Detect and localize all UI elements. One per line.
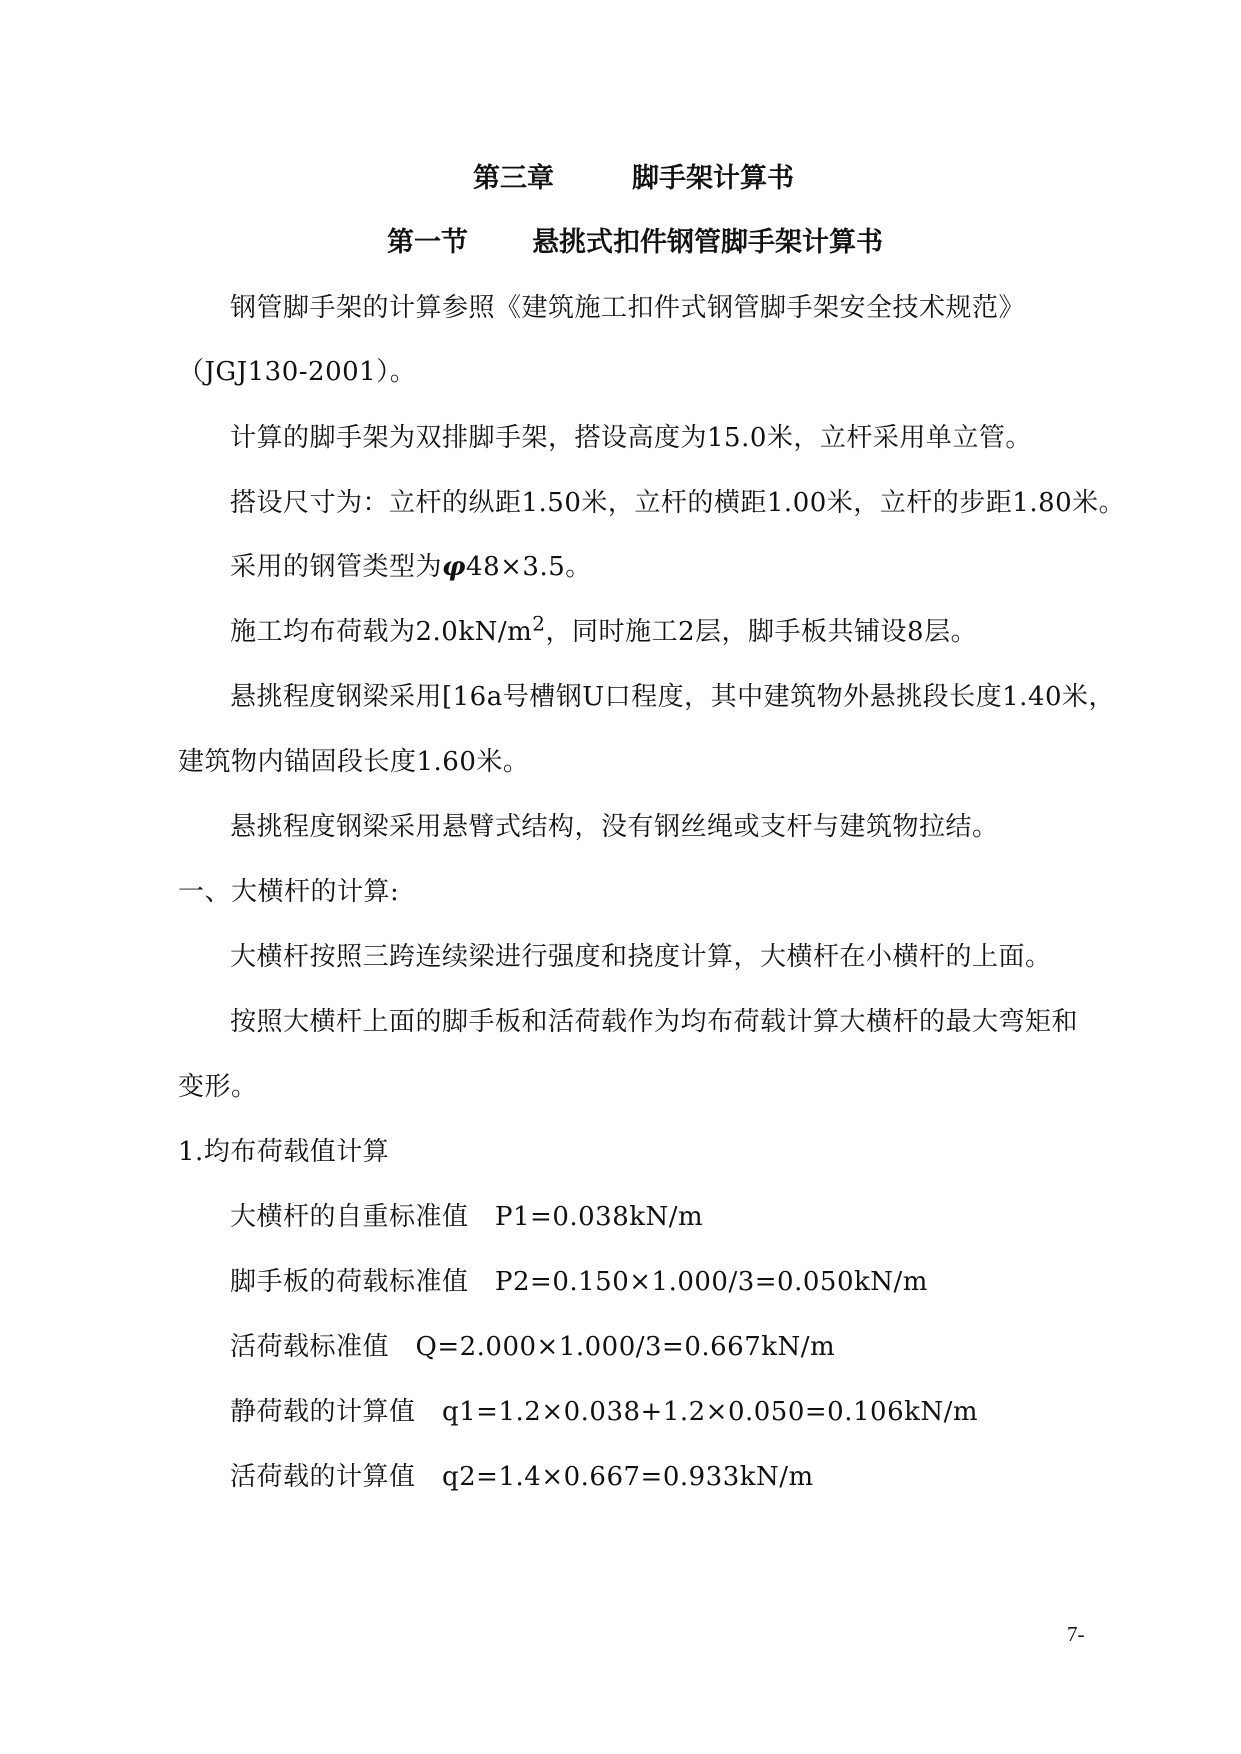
pipe-type-value: 48×3.5。 [466, 552, 592, 582]
page-number: 7- [1067, 1622, 1085, 1646]
paragraph-cantilever-line1: 悬挑程度钢梁采用[16a号槽钢U口程度，其中建筑物外悬挑段长度1.40米， [230, 682, 1116, 712]
paragraph-cantilever-line2: 建筑物内锚固段长度1.60米。 [178, 747, 530, 777]
calc-live-load: 活荷载标准值 Q=2.000×1.000/3=0.667kN/m [230, 1332, 836, 1362]
paragraph-ledger-method: 大横杆按照三跨连续梁进行强度和挠度计算，大横杆在小横杆的上面。 [230, 942, 1052, 972]
calc-static-design: 静荷载的计算值 q1=1.2×0.038+1.2×0.050=0.106kN/m [230, 1397, 979, 1427]
paragraph-load [230, 611, 978, 649]
heading-ledger-calc: 一、大横杆的计算: [178, 877, 400, 907]
section-heading [387, 226, 883, 260]
calc-live-design: 活荷载的计算值 q2=1.4×0.667=0.933kN/m [230, 1462, 814, 1492]
load-text-post: ，同时施工2层，脚手板共铺设8层。 [545, 617, 978, 647]
paragraph-structure: 悬挑程度钢梁采用悬臂式结构，没有钢丝绳或支杆与建筑物拉结。 [230, 812, 999, 842]
chapter-label: 第三章 [473, 163, 554, 194]
section-label: 第一节 [387, 227, 468, 258]
section-title: 悬挑式扣件钢管脚手架计算书 [532, 227, 883, 258]
paragraph-reference-line2: （JGJ130-2001）。 [178, 357, 417, 387]
pipe-type-text: 采用的钢管类型为 [230, 552, 443, 582]
paragraph-scaffold-type: 计算的脚手架为双排脚手架，搭设高度为15.0米，立杆采用单立管。 [230, 423, 1032, 453]
paragraph-dimensions: 搭设尺寸为：立杆的纵距1.50米，立杆的横距1.00米，立杆的步距1.80米。 [230, 488, 1126, 518]
calc-self-weight: 大横杆的自重标准值 P1=0.038kN/m [230, 1202, 704, 1232]
paragraph-ledger-load-line1: 按照大横杆上面的脚手板和活荷载作为均布荷载计算大横杆的最大弯矩和 [230, 1007, 1079, 1037]
heading-uniform-load: 1.均布荷载值计算 [178, 1137, 390, 1167]
chapter-heading [473, 162, 794, 196]
load-text-pre: 施工均布荷载为2.0kN/m [230, 617, 533, 647]
paragraph-ledger-load-line2: 变形。 [178, 1072, 258, 1102]
paragraph-pipe-type [230, 550, 592, 584]
paragraph-reference-line1: 钢管脚手架的计算参照《建筑施工扣件式钢管脚手架安全技术规范》 [230, 293, 1026, 323]
calc-board-load: 脚手板的荷载标准值 P2=0.150×1.000/3=0.050kN/m [230, 1267, 928, 1297]
diameter-symbol: φ [442, 552, 467, 582]
chapter-title: 脚手架计算书 [632, 163, 794, 194]
load-superscript: 2 [532, 611, 546, 636]
